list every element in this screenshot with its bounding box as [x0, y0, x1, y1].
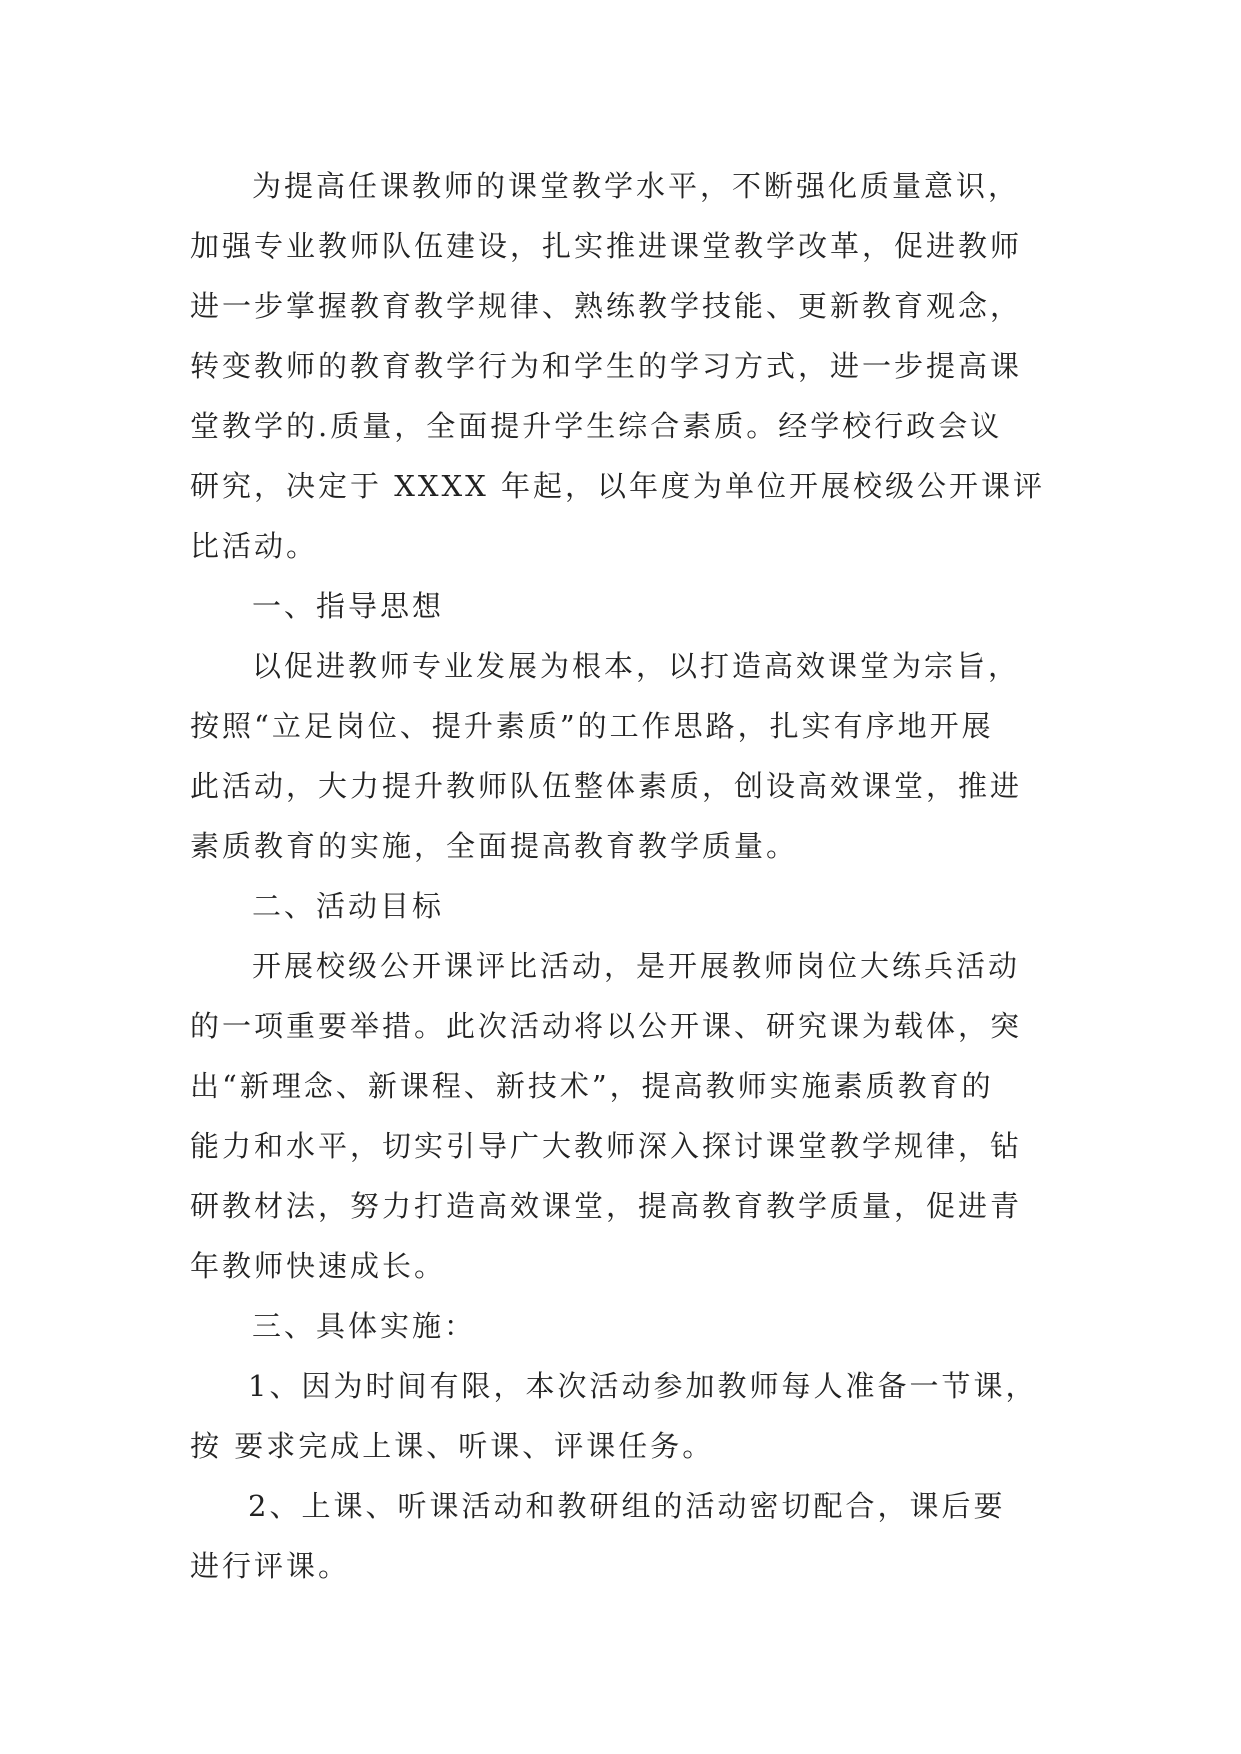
- paragraph-goal-line-1: 开展校级公开课评比活动，是开展教师岗位大练兵活动: [252, 949, 1021, 983]
- paragraph-goal-line-5: 研教材法，努力打造高效课堂，提高教育教学质量，促进青: [190, 1189, 1023, 1223]
- paragraph-guiding-line-3: 此活动，大力提升教师队伍整体素质，创设高效课堂，推进: [190, 769, 1023, 803]
- paragraph-guiding-line-1: 以促进教师专业发展为根本，以打造高效课堂为宗旨，: [252, 649, 1021, 683]
- paragraph-guiding-line-4: 素质教育的实施，全面提高教育教学质量。: [190, 829, 799, 863]
- paragraph-intro-line-2: 加强专业教师队伍建设，扎实推进课堂教学改革，促进教师: [190, 229, 1023, 263]
- paragraph-guiding-line-2: 按照“立足岗位、提升素质”的工作思路，扎实有序地开展: [190, 709, 994, 743]
- list-item-2-line-1: 2、上课、听课活动和教研组的活动密切配合，课后要: [248, 1489, 1006, 1523]
- paragraph-goal-line-2: 的一项重要举措。此次活动将以公开课、研究课为载体，突: [190, 1009, 1023, 1043]
- list-item-1-line-1: 1、因为时间有限，本次活动参加教师每人准备一节课，: [248, 1369, 1038, 1403]
- section-heading-activity-goal: 二、活动目标: [252, 889, 445, 923]
- paragraph-goal-line-4: 能力和水平，切实引导广大教师深入探讨课堂教学规律，钻: [190, 1129, 1023, 1163]
- paragraph-intro-line-4: 转变教师的教育教学行为和学生的学习方式，进一步提高课: [190, 349, 1023, 383]
- paragraph-goal-line-3: 出“新理念、新课程、新技术”，提高教师实施素质教育的: [190, 1069, 994, 1103]
- paragraph-intro-line-5: 堂教学的.质量，全面提升学生综合素质。经学校行政会议: [190, 409, 1003, 443]
- paragraph-goal-line-6: 年教师快速成长。: [190, 1249, 447, 1283]
- list-item-1-line-2: 按 要求完成上课、听课、评课任务。: [190, 1429, 715, 1463]
- section-heading-guiding-idea: 一、指导思想: [252, 589, 445, 623]
- section-heading-implementation: 三、具体实施：: [252, 1309, 477, 1343]
- paragraph-intro-line-7: 比活动。: [190, 529, 319, 563]
- list-item-2-line-2: 进行评课。: [190, 1549, 351, 1583]
- paragraph-intro-line-6: 研究，决定于 XXXX 年起，以年度为单位开展校级公开课评: [190, 469, 1046, 503]
- paragraph-intro-line-3: 进一步掌握教育教学规律、熟练教学技能、更新教育观念，: [190, 289, 1023, 323]
- paragraph-intro-line-1: 为提高任课教师的课堂教学水平，不断强化质量意识，: [252, 169, 1021, 203]
